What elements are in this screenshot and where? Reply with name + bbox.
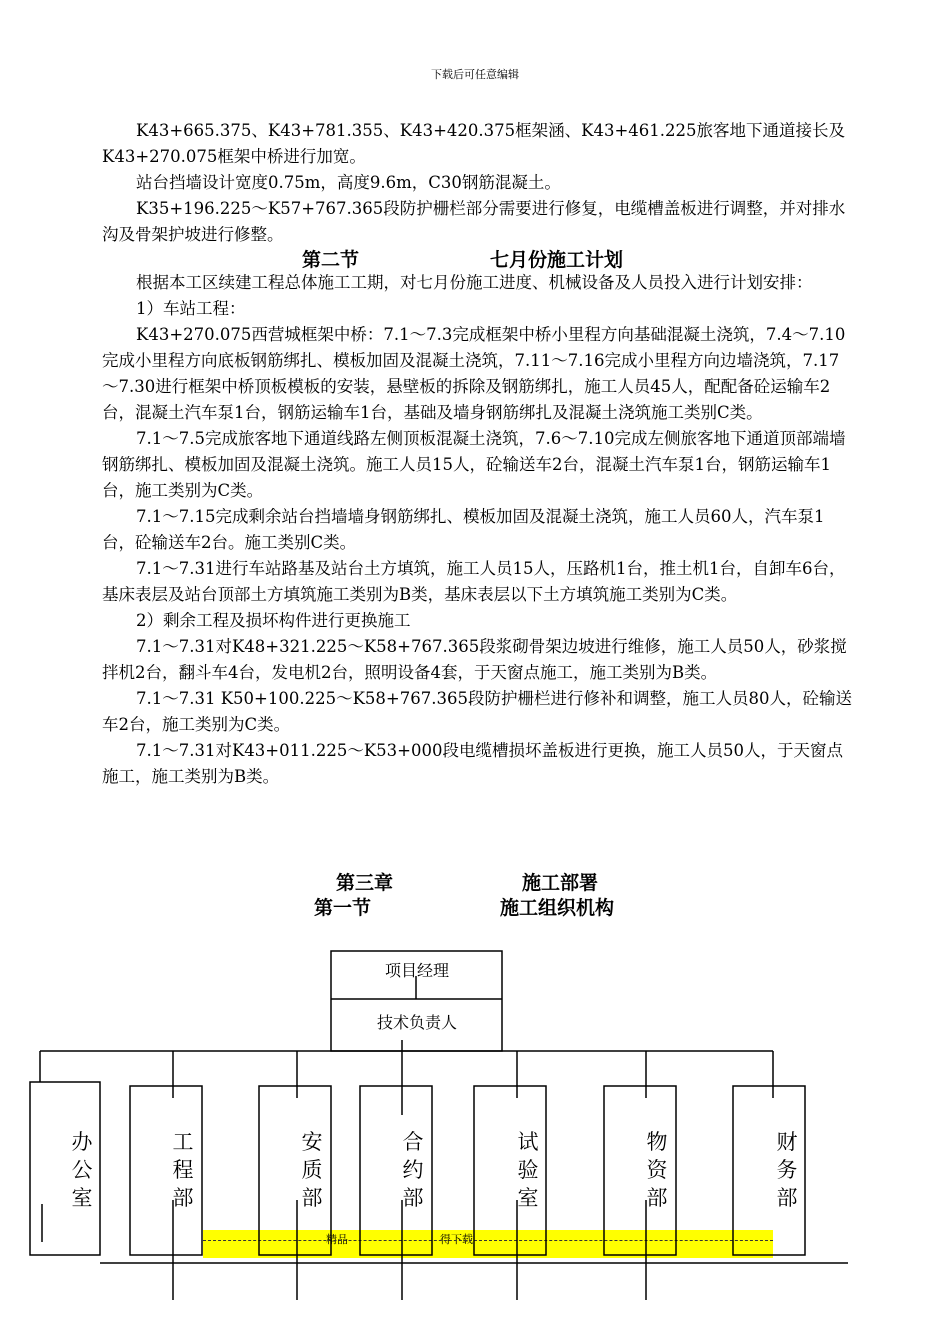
dept-finance: 财 务 部 [776, 1130, 798, 1210]
paragraph: 2）剩余工程及损坏构件进行更换施工 [136, 611, 411, 630]
paragraph: 7.1～7.31 K50+100.225～K58+767.365段防护栅栏进行修补和调整，施工人员80人，砼输送车2台，施工类别为C类。 [102, 689, 852, 734]
paragraph: K43+665.375、K43+781.355、K43+420.375框架涵、K43+461.225旅客地下通道接长及K43+270.075框架中桥进行加宽。 [102, 121, 846, 166]
paragraph: 7.1～7.31进行车站路基及站台土方填筑，施工人员15人，压路机1台，推土机1台，自卸车6台，基床表层及站台顶部土方填筑施工类别为B类，基床表层以下土方填筑施工类别为C类。 [102, 559, 846, 604]
dept-materials: 物 资 部 [646, 1130, 668, 1210]
paragraph: 7.1～7.31对K48+321.225～K58+767.365段浆砌骨架边坡进行维修，施工人员50人，砂浆搅拌机2台，翻斗车4台，发电机2台，照明设备4套，于天窗点施工，施工类别为B类。 [102, 637, 847, 682]
page-header-note: 下载后可任意编辑 [431, 68, 519, 81]
dept-safety-quality: 安 质 部 [301, 1130, 323, 1210]
paragraph: 根据本工区续建工程总体施工工期，对七月份施工进度、机械设备及人员投入进行计划安排： [136, 273, 813, 292]
dept-office: 办 公 室 [71, 1130, 93, 1210]
org-box-project-manager: 项目经理 [384, 961, 449, 980]
dept-engineering: 工 程 部 [172, 1130, 194, 1210]
paragraph: 1）车站工程： [136, 299, 246, 318]
watermark-text-right: 得下载 [440, 1233, 473, 1246]
paragraph: K43+270.075西营城框架中桥：7.1～7.3完成框架中桥小里程方向基础混凝土浇筑，7.4～7.10完成小里程方向底板钢筋绑扎、模板加固及混凝土浇筑，7.11～7.16完成小里程方向边墙浇筑，7.17～7.30进行框架中桥顶板模板的安装，悬壁板的拆除及钢筋绑扎，施工人员45人，配配备砼运输车2台，混凝土汽车泵1台，钢筋运输车1台，基础及墙身钢筋绑扎及混凝土浇筑施工类别C类。 [102, 325, 846, 422]
paragraph: 站台挡墙设计宽度0.75m，高度9.6m，C30钢筋混凝土。 [136, 173, 561, 192]
section-number: 第二节 [302, 249, 360, 271]
org-box-technical-lead: 技术负责人 [376, 1013, 457, 1032]
watermark-text-left: 精品 [326, 1233, 348, 1246]
paragraph: 7.1～7.31对K43+011.225～K53+000段电缆槽损坏盖板进行更换，施工人员50人，于天窗点施工，施工类别为B类。 [102, 741, 843, 786]
paragraph: K35+196.225～K57+767.365段防护栅栏部分需要进行修复，电缆槽盖板进行调整，并对排水沟及骨架护坡进行修整。 [102, 199, 846, 244]
section-title: 七月份施工计划 [490, 249, 624, 271]
section-title: 施工组织机构 [500, 897, 615, 919]
paragraph: 7.1～7.15完成剩余站台挡墙墙身钢筋绑扎、模板加固及混凝土浇筑，施工人员60人，汽车泵1台，砼输送车2台。施工类别C类。 [102, 507, 825, 552]
chapter-title: 施工部署 [522, 872, 599, 894]
paragraph: 7.1～7.5完成旅客地下通道线路左侧顶板混凝土浇筑，7.6～7.10完成左侧旅客地下通道顶部端墙钢筋绑扎、模板加固及混凝土浇筑。施工人员15人，砼输送车2台，混凝土汽车泵1台，钢筋运输车1台，施工类别为C类。 [102, 429, 846, 500]
dept-laboratory: 试 验 室 [517, 1130, 539, 1210]
section-number: 第一节 [314, 897, 372, 919]
dept-contracts: 合 约 部 [402, 1130, 424, 1210]
chapter-number: 第三章 [336, 872, 394, 894]
